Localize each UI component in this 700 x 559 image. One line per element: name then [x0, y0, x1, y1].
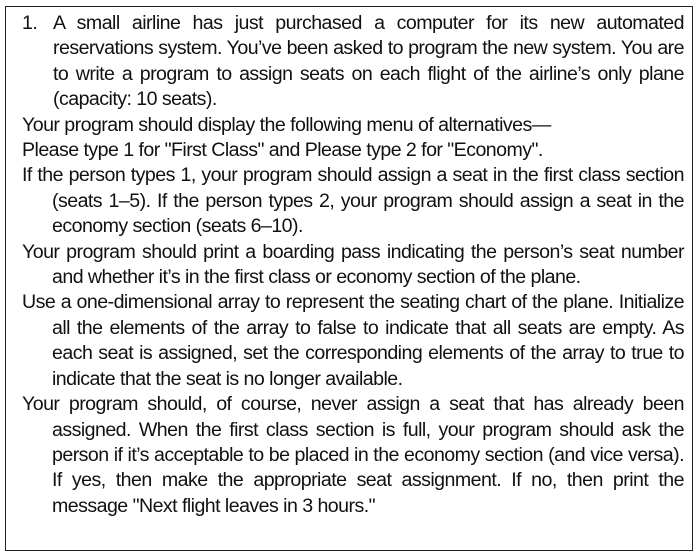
menu-intro-paragraph: Your program should display the following menu of alternatives— [22, 113, 551, 136]
full-section-text: Your program should, of course, never assign a seat that has already been assigned. When the first class section is full, your program should ask the person if it’s acceptable to be placed in the economy section (and vice versa). If yes, then make the appropriate seat assignment. If no, then print the message [22, 393, 684, 517]
full-section-paragraph [22, 392, 684, 519]
exercise-intro-text: A small airline has just purchased a computer for its new automated reservations system. You’ve been asked to program the new system. You are to write a program to assign seats on each flight of the airline’s only plane (capacity: 10 seats). [53, 12, 684, 111]
exercise-box [5, 6, 693, 551]
final-message: "Next flight leaves in 3 hours." [132, 494, 376, 517]
boarding-pass-paragraph: Your program should print a boarding pass indicating the person’s seat number and whether it’s in the first class or economy section of the plane. [22, 240, 684, 289]
menu-prompt-paragraph: Please type 1 for "First Class" and Please type 2 for "Economy". [22, 139, 543, 162]
exercise-intro-paragraph [22, 11, 684, 113]
assignment-rule-paragraph: If the person types 1, your program should assign a seat in the first class section (seats 1–5). If the person types 2, your program should assign a seat in the economy section (seats 6–10). [22, 164, 684, 238]
exercise-number: 1. [22, 12, 38, 34]
array-instructions-paragraph: Use a one-dimensional array to represent the seating chart of the plane. Initialize all the elements of the array to false to indicate that all seats are empty. As each seat is assigned, set the corresponding elements of the array to true to indicate that the seat is no longer available. [22, 291, 684, 390]
